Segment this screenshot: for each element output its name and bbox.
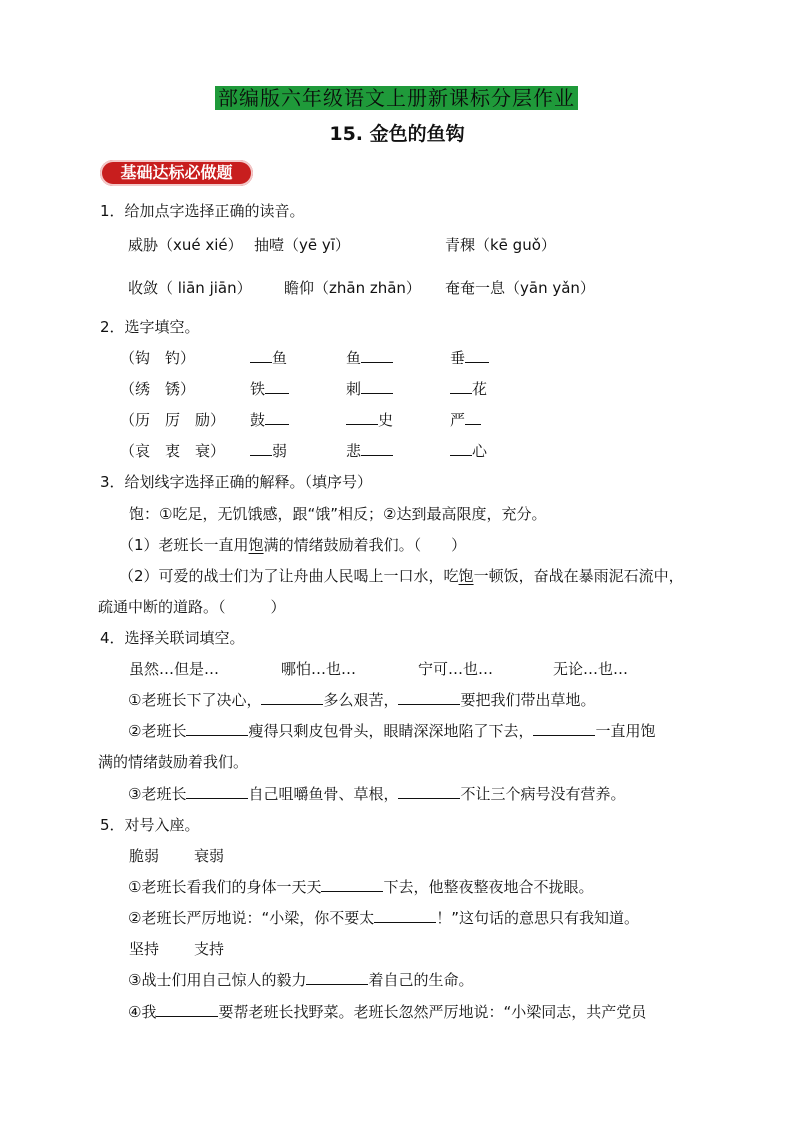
q4-option: 虽然…但是…	[129, 660, 220, 678]
answer-blank[interactable]	[306, 970, 368, 985]
series-banner: 部编版六年级语文上册新课标分层作业	[215, 86, 578, 110]
q2-cell: 严	[450, 409, 481, 430]
answer-blank[interactable]	[250, 348, 272, 363]
q1-item: 奄奄一息（yān yǎn）	[445, 279, 595, 297]
q2-group: （哀 衷 衰）	[120, 442, 226, 460]
q3-prompt: 3．给划线字选择正确的解释。（填序号）	[100, 473, 373, 491]
answer-blank[interactable]	[261, 690, 323, 705]
q4-line-2: ②老班长 瘦得只剩皮包骨头，眼睛深深地陷了下去， 一直用饱	[128, 722, 656, 740]
answer-blank[interactable]	[186, 721, 248, 736]
answer-blank[interactable]	[398, 784, 460, 799]
answer-blank[interactable]	[533, 721, 595, 736]
q1-item: 瞻仰（zhān zhān）	[284, 279, 421, 297]
q2-cell: 史	[346, 409, 393, 430]
answer-blank[interactable]	[450, 441, 472, 456]
q4-option: 宁可…也…	[418, 660, 494, 678]
underlined-char: 饱	[248, 536, 264, 554]
answer-blank[interactable]	[156, 1002, 218, 1017]
lesson-title: 15. 金色的鱼钩	[329, 123, 465, 145]
answer-blank[interactable]	[265, 410, 289, 425]
answer-blank[interactable]	[186, 784, 248, 799]
q2-cell: 鱼	[346, 347, 393, 368]
q1-item: 青稞（kē guǒ）	[445, 236, 556, 254]
q1-item: 威胁（xué xié）	[128, 236, 243, 254]
q2-cell: 心	[450, 440, 487, 461]
answer-blank[interactable]	[265, 379, 289, 394]
q2-cell: 铁	[250, 378, 289, 399]
q2-group: （历 厉 励）	[120, 411, 226, 429]
q5-word: 支持	[194, 940, 225, 958]
q5-prompt: 5．对号入座。	[100, 816, 200, 834]
answer-blank[interactable]	[465, 348, 489, 363]
q2-cell: 垂	[450, 347, 489, 368]
q5-word: 衰弱	[194, 847, 225, 865]
q2-cell: 鱼	[250, 347, 287, 368]
q2-cell: 弱	[250, 440, 287, 461]
q1-prompt: 1．给加点字选择正确的读音。	[100, 202, 305, 220]
answer-blank[interactable]	[250, 441, 272, 456]
q2-cell: 鼓	[250, 409, 289, 430]
q4-line-3: ③老班长 自己咀嚼鱼骨、草根， 不让三个病号没有营养。	[128, 785, 626, 803]
q3-sentence-2: （2）可爱的战士们为了让舟曲人民喝上一口水，吃饱一顿饭，奋战在暴雨泥石流中，	[119, 567, 684, 585]
q5-line-2: ②老班长严厉地说：“小梁，你不要太 ！”这句话的意思只有我知道。	[128, 909, 640, 927]
q5-line-3: ③战士们用自己惊人的毅力 着自己的生命。	[128, 971, 474, 989]
answer-blank[interactable]	[321, 877, 383, 892]
section-tag: 基础达标必做题	[100, 160, 253, 186]
q2-cell: 刺	[346, 378, 393, 399]
answer-blank[interactable]	[361, 441, 393, 456]
q4-option: 无论…也…	[553, 660, 629, 678]
q4-line-2-cont: 满的情绪鼓励着我们。	[98, 753, 249, 771]
q4-option: 哪怕…也…	[281, 660, 357, 678]
answer-blank[interactable]	[465, 410, 481, 425]
q3-sentence-2-cont: 疏通中断的道路。（ ）	[98, 598, 286, 616]
answer-blank[interactable]	[361, 379, 393, 394]
answer-blank[interactable]	[361, 348, 393, 363]
answer-blank[interactable]	[374, 908, 436, 923]
q2-prompt: 2．选字填空。	[100, 318, 200, 336]
q5-word: 坚持	[129, 940, 160, 958]
q2-group: （绣 锈）	[120, 380, 196, 398]
q4-prompt: 4．选择关联词填空。	[100, 629, 245, 647]
q5-line-4: ④我 要帮老班长找野菜。老班长忽然严厉地说：“小梁同志，共产党员	[128, 1003, 647, 1021]
q1-item: 收敛（ liān jiān）	[128, 279, 252, 297]
q1-item: 抽噎（yē yī）	[254, 236, 350, 254]
q3-definition: 饱：①吃足，无饥饿感，跟“饿”相反；②达到最高限度，充分。	[129, 505, 547, 523]
answer-blank[interactable]	[346, 410, 378, 425]
q2-cell: 悲	[346, 440, 393, 461]
q5-word: 脆弱	[129, 847, 160, 865]
underlined-char: 饱	[458, 567, 474, 585]
answer-blank[interactable]	[450, 379, 472, 394]
q4-line-1: ①老班长下了决心， 多么艰苦， 要把我们带出草地。	[128, 691, 596, 709]
q3-sentence-1: （1）老班长一直用饱满的情绪鼓励着我们。（ ）	[119, 536, 467, 554]
answer-blank[interactable]	[398, 690, 460, 705]
q2-group: （钩 钓）	[120, 349, 196, 367]
q2-cell: 花	[450, 378, 487, 399]
q5-line-1: ①老班长看我们的身体一天天 下去，他整夜整夜地合不拢眼。	[128, 878, 594, 896]
